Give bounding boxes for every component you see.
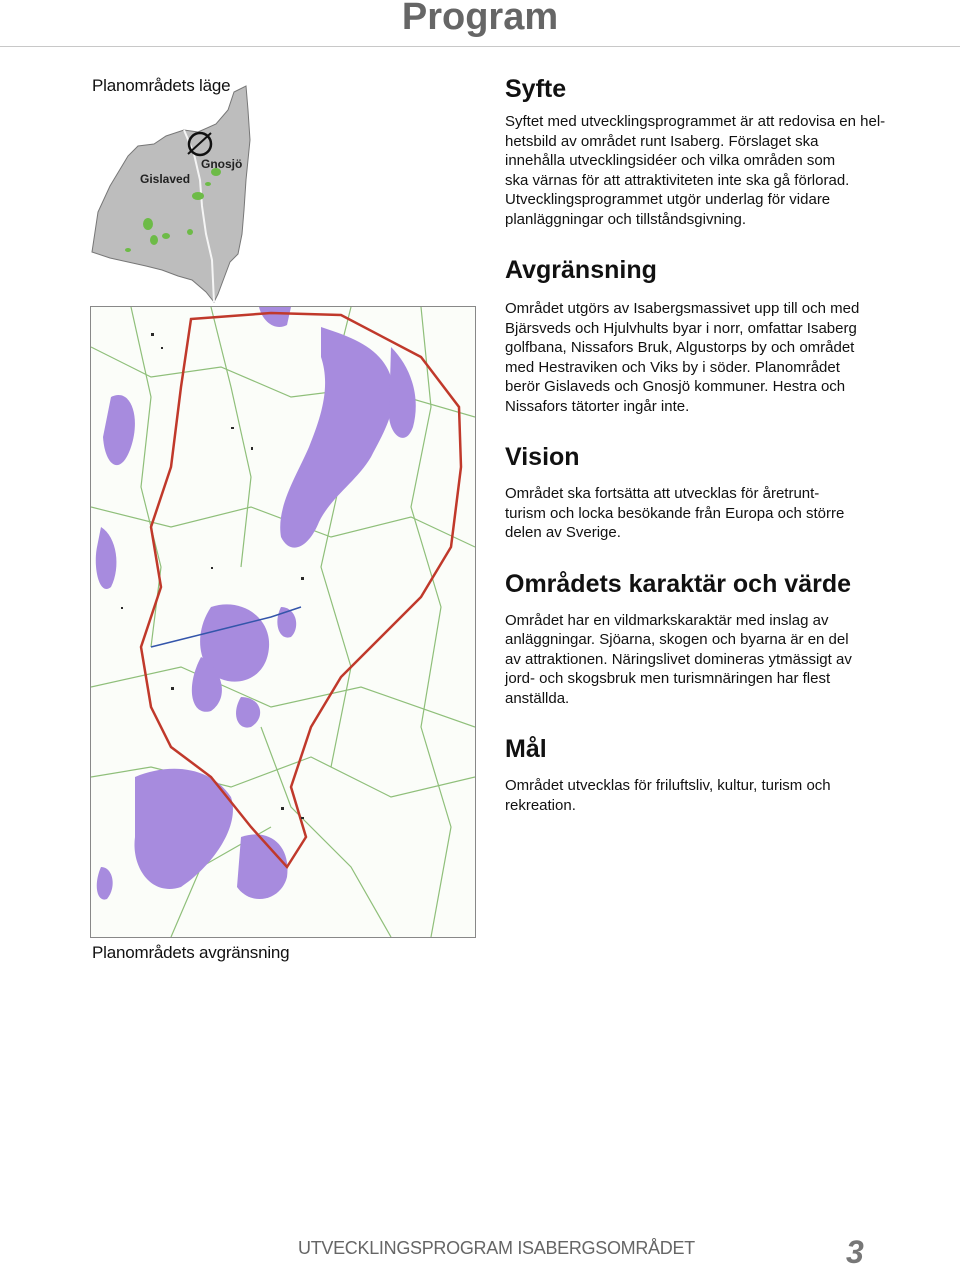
text-line: turism och locka besökande från Europa och större bbox=[505, 504, 845, 522]
text-line: innehålla utvecklingsidéer och vilka områden som bbox=[505, 152, 836, 169]
text-line: Utvecklingsprogrammet utgör underlag för vidare bbox=[505, 191, 831, 208]
text-line: hetsbild av området runt Isaberg. Förslaget ska bbox=[505, 132, 819, 150]
text-line: Området ska fortsätta att utvecklas för åretrunt- bbox=[505, 485, 820, 502]
text-line: Området utgörs av Isabergsmassivet upp till och med bbox=[505, 300, 860, 317]
text-line: av attraktionen. Näringslivet domineras ytmässigt av bbox=[505, 650, 852, 668]
boundary-map bbox=[90, 306, 476, 938]
section-paragraph bbox=[505, 299, 925, 416]
section-heading: Syfte bbox=[505, 75, 567, 103]
text-line: rekreation. bbox=[505, 796, 576, 814]
gnosjo-label: Gnosjö bbox=[201, 157, 243, 171]
text-line: berör Gislaveds och Gnosjö kommuner. Hestra och bbox=[505, 378, 846, 395]
section-karaktar bbox=[505, 567, 925, 709]
section-vision bbox=[505, 440, 925, 543]
section-heading: Vision bbox=[505, 443, 580, 471]
section-heading: Mål bbox=[505, 735, 547, 763]
section-paragraph bbox=[505, 112, 925, 229]
footer-title: UTVECKLINGSPROGRAM ISABERGSOMRÅDET bbox=[298, 1238, 695, 1258]
page-title: Program bbox=[401, 0, 559, 38]
text-line: golfbana, Nissafors Bruk, Algustorps by och området bbox=[505, 339, 855, 356]
page-number: 3 bbox=[846, 1234, 864, 1270]
section-heading: Avgränsning bbox=[505, 256, 657, 284]
text-line: planläggningar och tillståndsgivning. bbox=[505, 210, 746, 228]
section-paragraph bbox=[505, 776, 925, 815]
municipality-shape bbox=[92, 86, 250, 302]
text-line: anläggningar. Sjöarna, skogen och byarna är en del bbox=[505, 631, 849, 648]
title-divider bbox=[0, 46, 960, 47]
gislaved-label: Gislaved bbox=[140, 172, 191, 186]
section-paragraph bbox=[505, 484, 925, 543]
map-caption: Planområdets avgränsning bbox=[92, 943, 290, 962]
text-line: med Hestraviken och Viks by i söder. Planområdet bbox=[505, 358, 840, 376]
text-line: anställda. bbox=[505, 689, 570, 707]
section-syfte bbox=[505, 72, 925, 229]
section-heading: Områdets karaktär och värde bbox=[505, 569, 852, 598]
text-line: Syftet med utvecklingsprogrammet är att redovisa en hel- bbox=[505, 113, 886, 130]
text-line: ska värnas för att attraktiviteten inte ska gå förlorad. bbox=[505, 171, 850, 189]
section-avgransning bbox=[505, 253, 925, 416]
overview-map bbox=[88, 84, 260, 306]
text-line: Området utvecklas för friluftsliv, kultur, turism och bbox=[505, 777, 831, 794]
village-markers bbox=[121, 333, 304, 819]
section-paragraph bbox=[505, 611, 925, 709]
section-mal bbox=[505, 732, 925, 815]
overview-caption: Planområdets läge bbox=[92, 76, 231, 95]
text-line: delen av Sverige. bbox=[505, 524, 621, 541]
lakes bbox=[96, 307, 416, 900]
text-column bbox=[505, 72, 925, 815]
text-line: Bjärsveds och Hjulvhults byar i norr, omfattar Isaberg bbox=[505, 319, 857, 337]
text-line: jord- och skogsbruk men turismnäringen har flest bbox=[505, 670, 831, 687]
text-line: Nissafors tätorter ingår inte. bbox=[505, 397, 690, 415]
text-line: Området har en vildmarkskaraktär med inslag av bbox=[505, 611, 829, 629]
